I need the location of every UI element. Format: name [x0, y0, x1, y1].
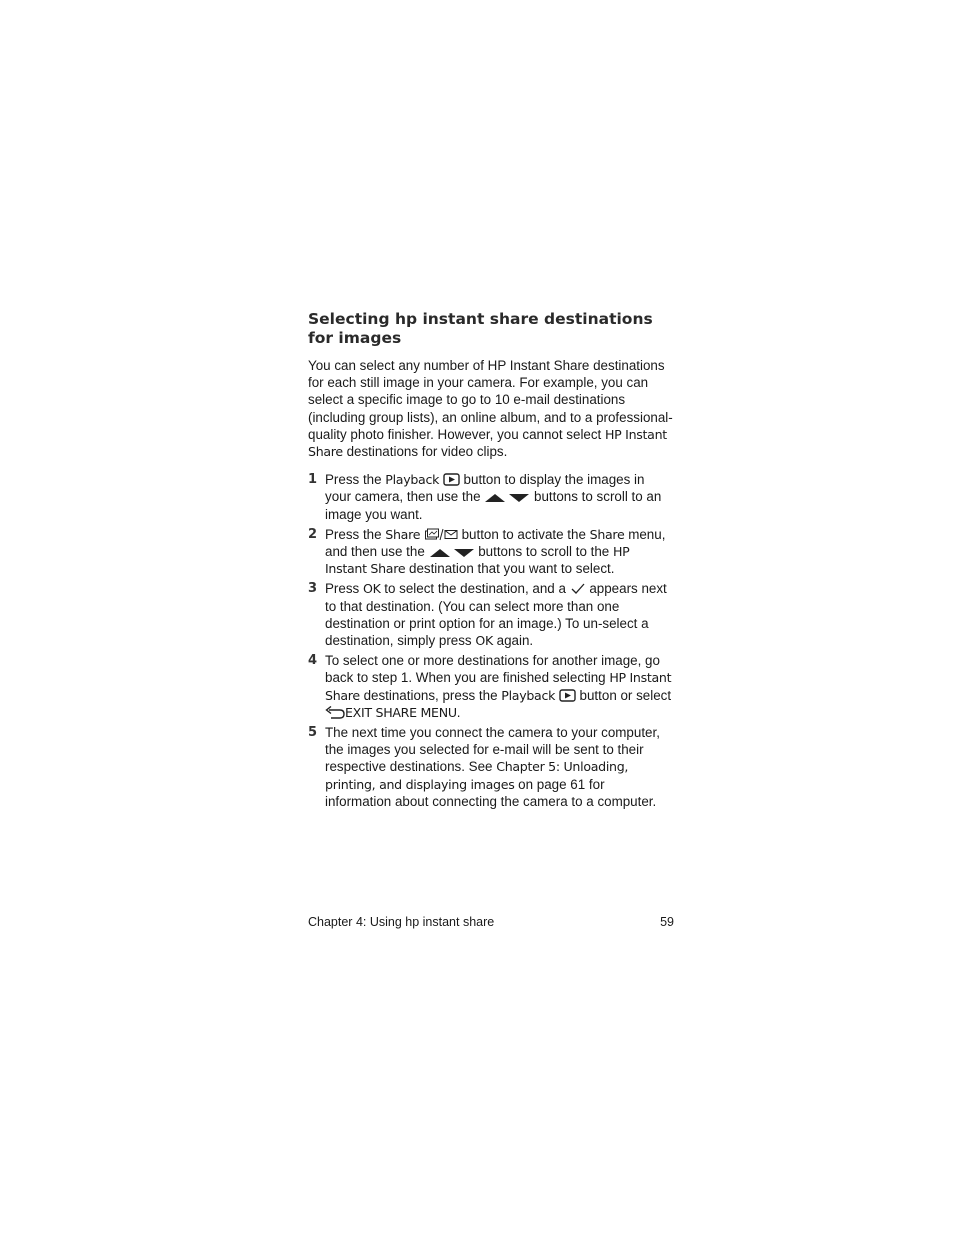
- step-item: 3 Press OK to select the destination, and a appears next to that destination. (You can select more than one destination or print option for an image.) To un-select a destination, simply press OK again.: [308, 581, 667, 649]
- ui-term: HP Instant Share: [325, 670, 672, 703]
- ui-term: HP Instant Share: [325, 544, 630, 577]
- step-number: 4: [308, 653, 318, 669]
- step-item: 5 The next time you connect the camera to your computer, the images you selected for e-mail will be sent to their respective destinations. See Chapter 5: Unloading, printing, and displaying images on page 61 for information about connecting the camera to a computer.: [308, 725, 660, 809]
- step-number: 2: [308, 526, 318, 542]
- ui-term: OK: [475, 633, 493, 649]
- ui-term: Share: [589, 526, 625, 542]
- section-heading: Selecting hp instant share destinations for images: [308, 310, 653, 347]
- ui-term: Playback: [385, 472, 440, 488]
- page-number: 59: [660, 915, 674, 929]
- checkmark-icon: [570, 583, 586, 595]
- step-number: 3: [308, 581, 318, 597]
- ui-term: EXIT SHARE MENU: [345, 704, 457, 720]
- page-content: [308, 310, 674, 813]
- back-arrow-icon: [325, 706, 345, 719]
- step-item: 1 Press the Playback button to display the images in your camera, then use the buttons to scroll to an image you want.: [308, 472, 662, 522]
- ui-term: Share: [385, 526, 421, 542]
- playback-icon: [443, 473, 460, 486]
- steps-list: [308, 471, 674, 810]
- footer-chapter: Chapter 4: Using hp instant share: [308, 915, 495, 929]
- chapter-link[interactable]: Chapter 5: Unloading, printing, and displaying images: [325, 759, 629, 792]
- up-down-arrows-icon: [484, 493, 530, 503]
- ui-term: OK: [362, 581, 381, 597]
- up-down-arrows-icon: [429, 548, 475, 558]
- intro-paragraph: You can select any number of HP Instant Share destinations for each still image in your camera. For example, you can select a specific image to go to 10 e-mail destinations (including group lists), an online album, and to a professional-quality photo finisher. However, you cannot select HP Instant Share destinations for video clips.: [308, 358, 673, 460]
- ui-term: HP Instant Share: [308, 426, 667, 460]
- step-item: 2 Press the Share button to activate the Share menu, and then use the buttons to scroll to the HP Instant Share destination that you want to select.: [308, 526, 666, 577]
- step-item: 4 To select one or more destinations for another image, go back to step 1. When you are finished selecting HP Instant Share destinations, press the Playback button or select EXIT SHARE MENU.: [308, 653, 672, 720]
- share-icon: [424, 528, 458, 541]
- ui-term: Playback: [501, 687, 556, 703]
- playback-icon: [559, 689, 576, 702]
- step-number: 1: [308, 472, 318, 488]
- step-number: 5: [308, 725, 318, 741]
